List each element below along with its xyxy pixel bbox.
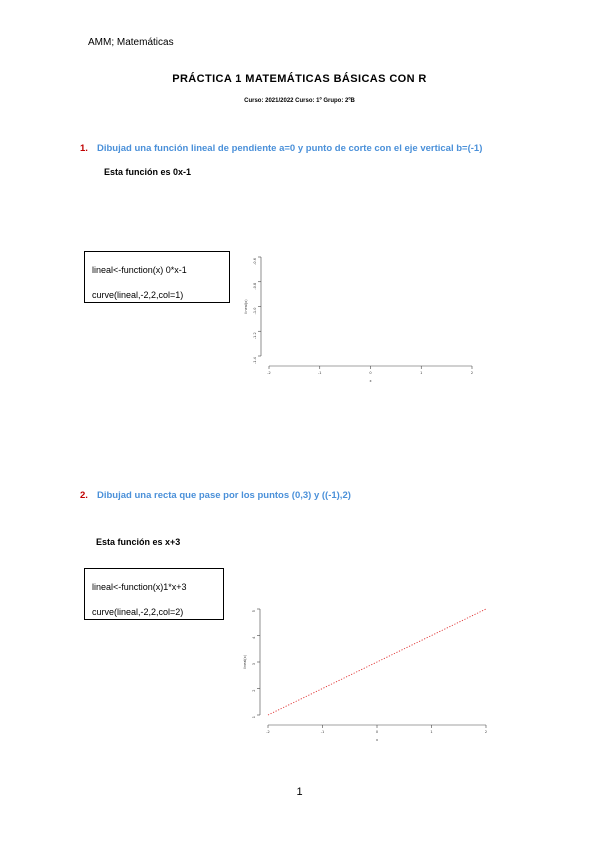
page-header: AMM; Matemáticas	[88, 37, 174, 48]
page-number: 1	[296, 786, 303, 798]
y-tick-label: -0.6	[253, 258, 257, 265]
exercise-2-text: Dibujad una recta que pase por los puntos (0,3) y ((-1),2)	[97, 490, 351, 501]
exercise-1-code-box	[84, 251, 230, 303]
exercise-1-chart	[236, 250, 486, 390]
exercise-2-chart	[230, 598, 495, 748]
page-subtitle: Curso: 2021/2022 Curso: 1º Grupo: 2ºB	[244, 98, 355, 104]
x-tick-label: 0	[369, 371, 372, 375]
y-tick-label: 5	[252, 610, 256, 613]
x-axis-label: x	[369, 379, 372, 383]
exercise-2-question	[80, 490, 351, 501]
y-tick-label: -1.0	[253, 307, 257, 315]
x-tick-label: 2	[484, 730, 488, 734]
x-tick-label: -2	[267, 371, 271, 375]
code-line: curve(lineal,-2,2,col=2)	[92, 607, 184, 617]
y-tick-label: -0.8	[253, 282, 257, 290]
x-tick-label: -1	[318, 371, 322, 375]
exercise-2-code-box	[84, 568, 224, 620]
exercise-1-text: Dibujad una función lineal de pendiente a=0 y punto de corte con el eje vertical b=(-1)	[97, 143, 483, 154]
y-tick-label: 3	[252, 663, 256, 666]
y-axis-label: lineal(x)	[243, 654, 247, 670]
exercise-1-answer: Esta función es 0x-1	[104, 167, 192, 177]
exercise-1-question	[80, 143, 482, 154]
x-tick-label: -2	[266, 730, 270, 734]
series-line	[268, 609, 486, 715]
exercise-2-answer: Esta función es x+3	[96, 537, 181, 547]
x-tick-label: 2	[470, 371, 474, 375]
code-line: lineal<-function(x)1*x+3	[92, 582, 187, 592]
x-tick-label: 1	[420, 371, 423, 375]
y-tick-label: 2	[252, 689, 256, 692]
exercise-2-number: 2.	[80, 490, 88, 501]
x-axis-label: x	[375, 738, 379, 742]
y-axis-label: lineal(x)	[244, 299, 248, 314]
y-tick-label: 1	[252, 716, 256, 719]
x-tick-label: -1	[320, 730, 325, 734]
x-tick-label: 1	[430, 730, 433, 734]
code-line: curve(lineal,-2,2,col=1)	[92, 290, 184, 300]
y-tick-label: -1.4	[253, 357, 257, 364]
y-tick-label: -1.2	[253, 332, 257, 340]
page-title: PRÁCTICA 1 MATEMÁTICAS BÁSICAS CON R	[172, 73, 427, 85]
x-tick-label: 0	[375, 730, 379, 734]
y-tick-label: 4	[252, 636, 256, 639]
code-line: lineal<-function(x) 0*x-1	[92, 265, 187, 275]
exercise-1-number: 1.	[80, 143, 88, 154]
